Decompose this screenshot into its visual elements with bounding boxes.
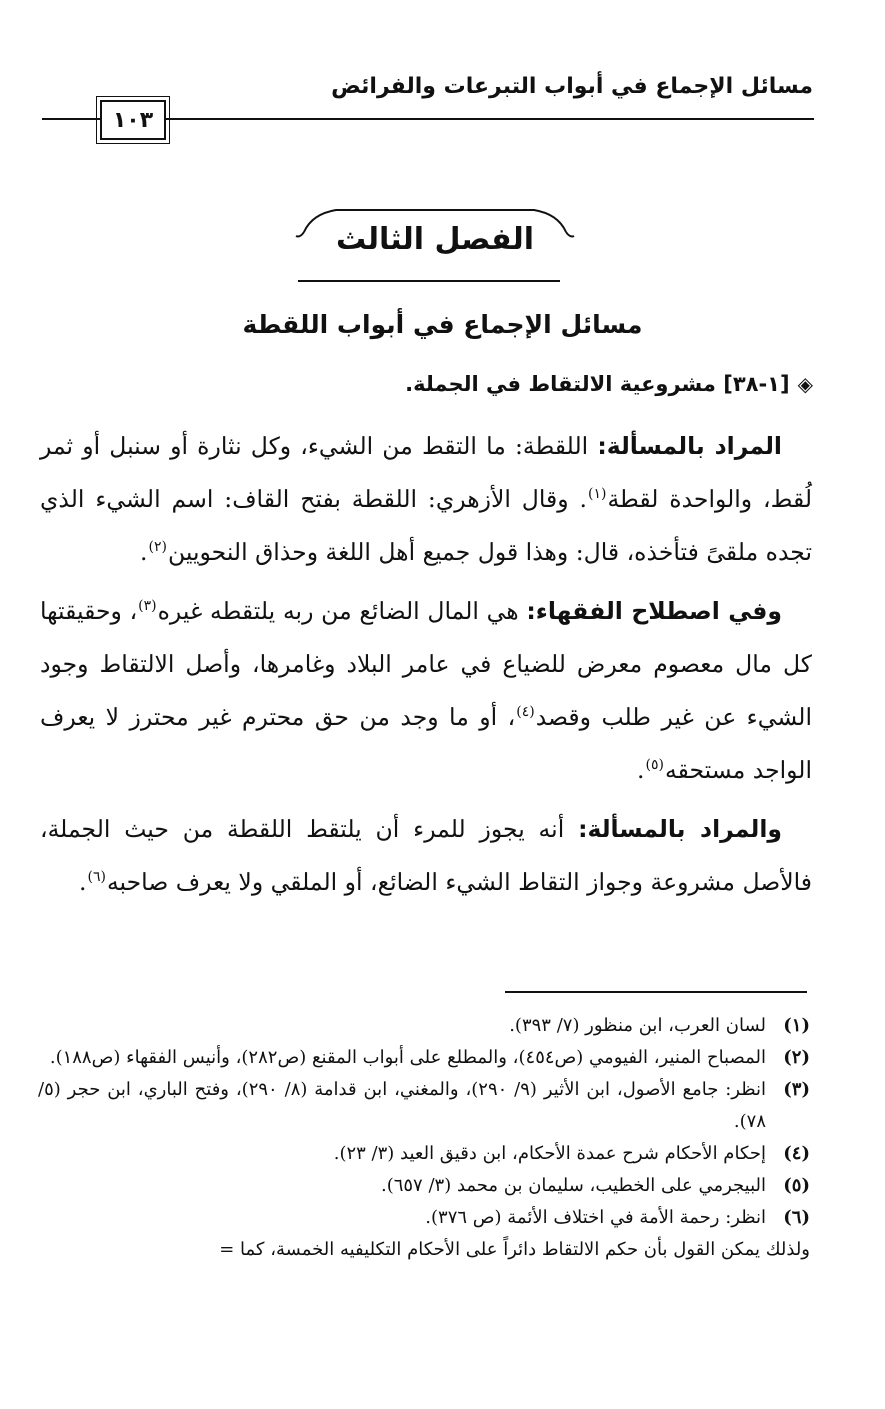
- paragraph-text: اللقطة: ما التقط من الشيء، وكل نثارة أو سنبل أو ثمر لُقط، والواحدة لقطة: [40, 432, 812, 513]
- footnote-ref-1[interactable]: (١): [587, 486, 607, 503]
- footnotes: [38, 1010, 810, 1266]
- diamond-bullet-icon: ◈: [797, 372, 813, 396]
- footnote-item: [38, 1042, 810, 1074]
- paragraph-definition-jurists: [40, 585, 812, 797]
- footnote-number: (٤): [783, 1143, 810, 1164]
- paragraph-meaning-of-issue: [40, 803, 812, 909]
- footnote-item: [38, 1170, 810, 1202]
- paragraph-text: أنه يجوز للمرء أن يلتقط اللقطة من حيث الجملة، فالأصل مشروعة وجواز التقاط الشيء الضائع، أو الملقي ولا يعرف صاحبه: [40, 815, 812, 896]
- paragraph-lead: المراد بالمسألة:: [597, 432, 782, 460]
- page-number: ١٠٣: [112, 107, 154, 133]
- section-title: مسائل الإجماع في أبواب اللقطة: [242, 310, 643, 339]
- footnote-ref-5[interactable]: (٥): [645, 757, 664, 774]
- paragraph-tail: .: [637, 756, 645, 784]
- paragraph-text: ، وحقيقتها كل مال معصوم معرض للضياع في عامر البلاد وغامرها، وأصل الالتقاط وجود الشيء عن غير طلب وقصد: [40, 597, 812, 731]
- paragraph-tail: .: [140, 538, 148, 566]
- footnote-ref-4[interactable]: (٤): [516, 704, 535, 721]
- footnote-text: البيجرمي على الخطيب، سليمان بن محمد (٣/ ٦٥٧).: [380, 1175, 766, 1196]
- footnote-number: (٥): [783, 1175, 810, 1196]
- footnote-item: [38, 1074, 810, 1138]
- footnote-text: إحكام الأحكام شرح عمدة الأحكام، ابن دقيق العيد (٣/ ٢٣).: [333, 1143, 766, 1164]
- issue-heading: [405, 372, 813, 396]
- body-text: [40, 420, 812, 915]
- footnote-number: (٢): [783, 1047, 810, 1068]
- footnote-text: انظر: جامع الأصول، ابن الأثير (٩/ ٢٩٠)، والمغني، ابن قدامة (٨/ ٢٩٠)، وفتح الباري، ابن حجر (٥/ ٧٨).: [38, 1079, 767, 1132]
- footnote-text: لسان العرب، ابن منظور (٧/ ٣٩٣).: [509, 1015, 766, 1036]
- paragraph-definition-language: [40, 420, 812, 579]
- paragraph-lead: وفي اصطلاح الفقهاء:: [526, 597, 782, 625]
- issue-heading-text: [١-٣٨] مشروعية الالتقاط في الجملة.: [405, 372, 790, 396]
- paragraph-tail: .: [79, 868, 87, 896]
- footnote-ref-2[interactable]: (٢): [148, 539, 167, 556]
- paragraph-text: ، أو ما وجد من حق محترم غير محترز لا يعرف الواجد مستحقه: [40, 703, 812, 784]
- footnote-text: انظر: رحمة الأمة في اختلاف الأئمة (ص ٣٧٦).: [425, 1207, 766, 1228]
- footnote-number: (٣): [783, 1079, 810, 1100]
- footnote-ref-3[interactable]: (٣): [138, 598, 157, 615]
- footnote-ref-6[interactable]: (٦): [87, 869, 106, 886]
- footnote-item: [38, 1010, 810, 1042]
- footnote-separator: [505, 991, 807, 993]
- footnote-item: [38, 1202, 810, 1234]
- paragraph-text: هي المال الضائع من ربه يلتقطه غيره: [157, 597, 527, 625]
- chapter-title: الفصل الثالث: [335, 222, 534, 257]
- paragraph-text: . وقال الأزهري: اللقطة بفتح القاف: اسم الشيء الذي تجده ملقىً فتأخذه، قال: وهذا قول جميع أهل اللغة وحذاق النحويين: [40, 485, 812, 566]
- footnote-item: [38, 1138, 810, 1170]
- footnote-continuation: ولذلك يمكن القول بأن حكم الالتقاط دائراً على الأحكام التكليفيه الخمسة، كما =: [219, 1239, 810, 1260]
- footnote-text: المصباح المنير، الفيومي (ص٤٥٤)، والمطلع على أبواب المقنع (ص٢٨٢)، وأنيس الفقهاء (ص١٨٨).: [49, 1047, 766, 1068]
- footnote-number: (٦): [783, 1207, 810, 1228]
- chapter-rule: [298, 280, 560, 282]
- paragraph-lead: والمراد بالمسألة:: [578, 815, 783, 843]
- page-number-box: [100, 100, 166, 140]
- footnote-number: (١): [783, 1015, 810, 1036]
- running-title: مسائل الإجماع في أبواب التبرعات والفرائض: [331, 74, 813, 99]
